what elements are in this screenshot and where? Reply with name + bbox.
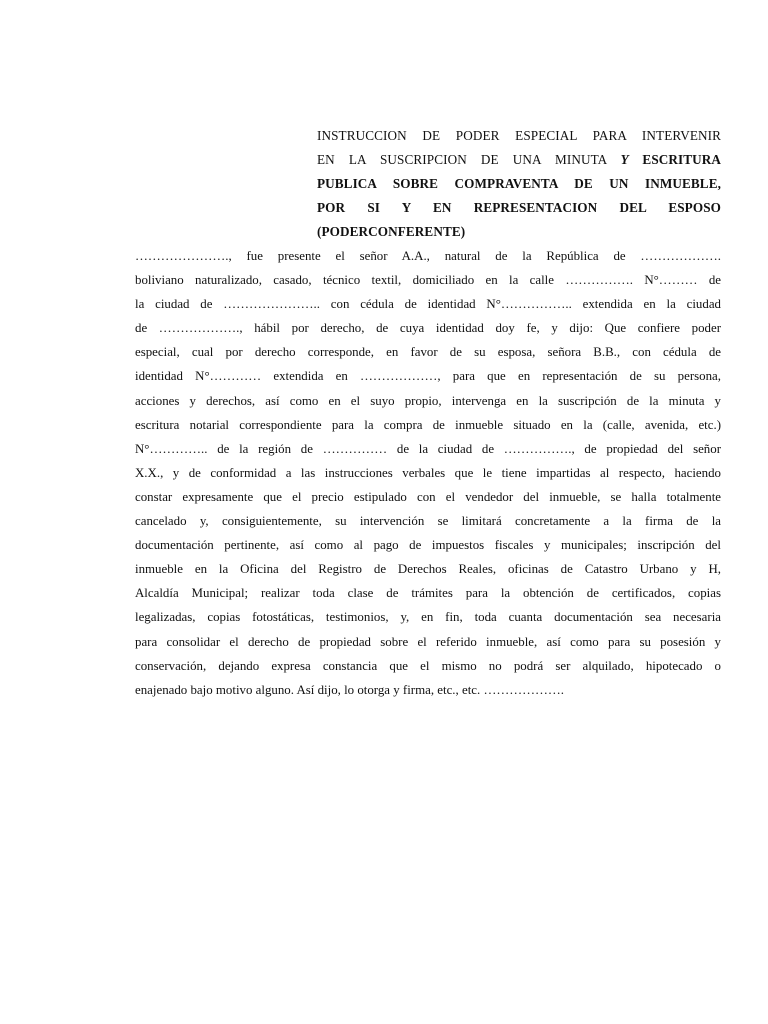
body-line: cancelado y, consiguientemente, su intervención se limitará concretamente a la firma de la bbox=[135, 514, 721, 529]
body-line: conservación, dejando expresa constancia que el mismo no podrá ser alquilado, hipotecado o bbox=[135, 658, 721, 673]
document-title bbox=[317, 124, 721, 244]
body-line: boliviano naturalizado, casado, técnico textil, domiciliado en la calle ……………. N°……… de bbox=[135, 273, 721, 288]
body-line: constar expresamente que el precio estipulado con el vendedor del inmueble, se halla totalmente bbox=[135, 489, 721, 504]
body-line: X.X., y de conformidad a las instrucciones verbales que le tiene impartidas al respecto, haciendo bbox=[135, 465, 721, 480]
title-line-3: PUBLICA SOBRE COMPRAVENTA DE UN INMUEBLE, bbox=[317, 176, 721, 191]
body-line: documentación pertinente, así como al pago de impuestos fiscales y municipales; inscripción del bbox=[135, 538, 721, 553]
body-line: inmueble en la Oficina del Registro de Derechos Reales, oficinas de Catastro Urbano y H, bbox=[135, 562, 721, 577]
title-line-5: (PODERCONFERENTE) bbox=[317, 224, 466, 239]
body-line: N°………….. de la región de …………… de la ciudad de ……………., de propiedad del señor bbox=[135, 441, 721, 456]
body-line: enajenado bajo motivo alguno. Así dijo, lo otorga y firma, etc., etc. ………………. bbox=[135, 682, 565, 697]
title-line-1: INSTRUCCION DE PODER ESPECIAL PARA INTERVENIR bbox=[317, 128, 721, 143]
body-line: identidad N°………… extendida en ………………, para que en representación de su persona, bbox=[135, 369, 721, 384]
body-line: la ciudad de ………………….. con cédula de identidad N°…………….. extendida en la ciudad bbox=[135, 297, 721, 312]
document-body bbox=[135, 244, 721, 702]
body-line: de ………………., hábil por derecho, de cuya identidad doy fe, y dijo: Que confiere poder bbox=[135, 321, 721, 336]
body-line: para consolidar el derecho de propiedad sobre el referido inmueble, así como para su posesión y bbox=[135, 634, 721, 649]
body-line: …………………., fue presente el señor A.A., natural de la República de ………………. bbox=[135, 249, 721, 263]
body-line: Alcaldía Municipal; realizar toda clase de trámites para la obtención de certificados, copias bbox=[135, 586, 721, 601]
body-line: legalizadas, copias fotostáticas, testimonios, y, en fin, toda cuanta documentación sea necesaria bbox=[135, 610, 721, 625]
title-line-2: EN LA SUSCRIPCION DE UNA MINUTA Y ESCRITURA bbox=[317, 152, 721, 167]
body-line: escritura notarial correspondiente para la compra de inmueble situado en la (calle, avenida, etc.) bbox=[135, 417, 721, 432]
title-line-4: POR SI Y EN REPRESENTACION DEL ESPOSO bbox=[317, 200, 721, 215]
body-line: especial, cual por derecho corresponde, en favor de su esposa, señora B.B., con cédula de bbox=[135, 345, 721, 360]
body-line: acciones y derechos, así como en el suyo propio, intervenga en la suscripción de la minuta y bbox=[135, 393, 721, 408]
